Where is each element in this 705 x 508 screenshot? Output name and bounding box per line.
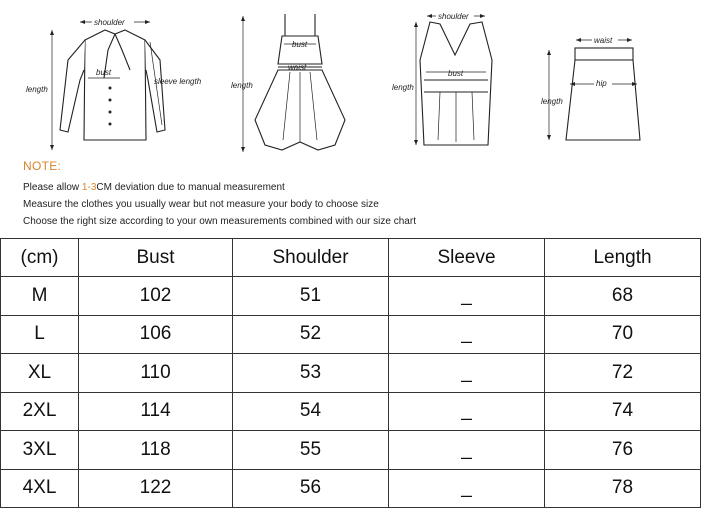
size-cell: 3XL [1, 431, 79, 470]
size-cell: 2XL [1, 392, 79, 431]
shoulder-label-1: shoulder [94, 18, 125, 27]
size-cell: XL [1, 354, 79, 393]
hip-label: hip [596, 79, 607, 88]
bust-cell: 102 [79, 277, 233, 316]
table-header-row [1, 239, 701, 277]
size-cell: 4XL [1, 469, 79, 508]
note-title: NOTE: [23, 159, 62, 173]
bust-cell: 110 [79, 354, 233, 393]
table-row [1, 431, 701, 470]
waist-label-2: waist [288, 63, 307, 72]
shoulder-cell: 52 [233, 315, 389, 354]
note-line-1-accent: 1-3 [81, 182, 97, 193]
measurement-diagram-panel [0, 0, 705, 238]
size-cell: L [1, 315, 79, 354]
header-bust: Bust [79, 239, 233, 277]
waist-label-4: waist [594, 36, 613, 45]
tank-top-diagram [392, 11, 492, 145]
shoulder-cell: 53 [233, 354, 389, 393]
sleeve-cell: _ [389, 392, 545, 431]
length-cell: 68 [545, 277, 701, 316]
length-label-1: length [26, 85, 48, 94]
shoulder-cell: 51 [233, 277, 389, 316]
table-row [1, 469, 701, 508]
note-line-choose: Choose the right size according to your own measurements combined with our size chart [23, 216, 416, 227]
header-sleeve: Sleeve [389, 239, 545, 277]
sleeve-cell: _ [389, 315, 545, 354]
sleeve-cell: _ [389, 431, 545, 470]
sleeve-cell: _ [389, 277, 545, 316]
sleeve-cell: _ [389, 469, 545, 508]
header-length: Length [545, 239, 701, 277]
blouse-diagram [26, 17, 202, 150]
bust-label-3: bust [448, 69, 464, 78]
bust-label-2: bust [292, 40, 308, 49]
note-line-measure: Measure the clothes you usually wear but not measure your body to choose size [23, 199, 379, 210]
sleeve-cell: _ [389, 354, 545, 393]
length-cell: 74 [545, 392, 701, 431]
shoulder-cell: 55 [233, 431, 389, 470]
size-cell: M [1, 277, 79, 316]
length-label-3: length [392, 83, 414, 92]
length-label-4: length [541, 97, 563, 106]
length-label-2: length [231, 81, 253, 90]
bust-label-1: bust [96, 68, 112, 77]
length-cell: 78 [545, 469, 701, 508]
header-cm: (cm) [1, 239, 79, 277]
length-cell: 72 [545, 354, 701, 393]
sleeve-length-label: sleeve length [154, 77, 202, 86]
skirt-diagram [541, 35, 640, 140]
length-cell: 76 [545, 431, 701, 470]
length-cell: 70 [545, 315, 701, 354]
garment-measurement-illustrations [0, 0, 705, 160]
shoulder-label-3: shoulder [438, 12, 469, 21]
bust-cell: 114 [79, 392, 233, 431]
bust-cell: 106 [79, 315, 233, 354]
note-line-deviation [23, 182, 285, 193]
shoulder-cell: 54 [233, 392, 389, 431]
note-line-1-suffix: CM deviation due to manual measurement [96, 182, 285, 193]
dress-diagram [231, 14, 345, 152]
size-chart-table [0, 238, 701, 508]
table-row [1, 315, 701, 354]
header-shoulder: Shoulder [233, 239, 389, 277]
bust-cell: 118 [79, 431, 233, 470]
bust-cell: 122 [79, 469, 233, 508]
table-row [1, 354, 701, 393]
note-line-1-prefix: Please allow [23, 182, 82, 193]
shoulder-cell: 56 [233, 469, 389, 508]
table-row [1, 392, 701, 431]
table-row [1, 277, 701, 316]
